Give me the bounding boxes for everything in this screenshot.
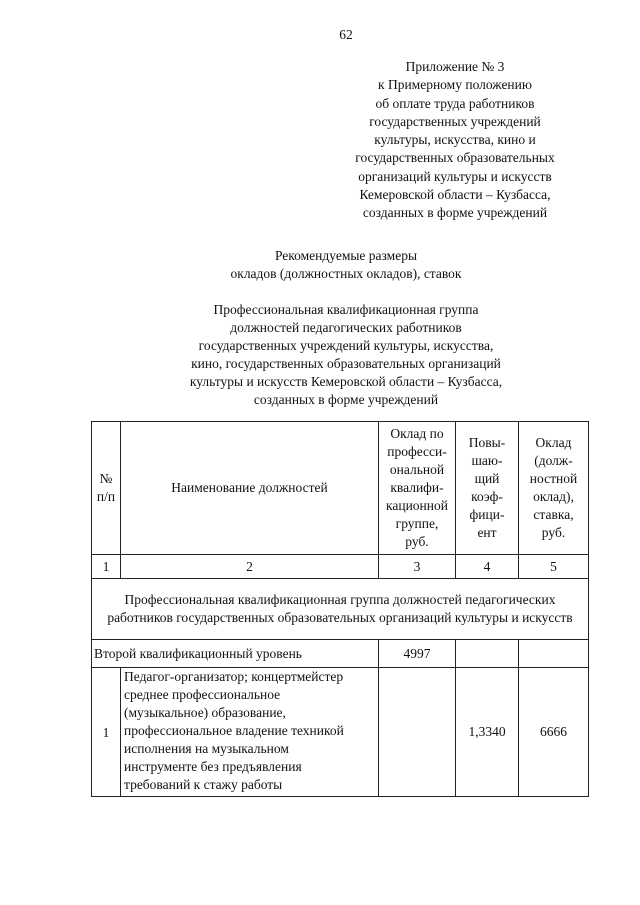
- column-number: 3: [379, 555, 456, 579]
- appendix-header: [338, 58, 572, 223]
- header-name: Наименование должностей: [121, 422, 379, 555]
- header-line: кационной: [386, 498, 448, 513]
- appendix-line: Приложение № 3: [405, 59, 505, 74]
- position-salary: 6666: [519, 668, 589, 797]
- header-line: ональной: [389, 462, 445, 477]
- appendix-line: к Примерному положению: [378, 77, 532, 93]
- position-name-line: исполнения на музыкальном: [124, 741, 289, 756]
- column-number: 4: [456, 555, 519, 579]
- header-num-line: №: [99, 471, 113, 486]
- table-row: [92, 668, 589, 797]
- header-line: квалифи-: [390, 480, 444, 495]
- page-number: 62: [339, 27, 353, 42]
- group-title-line: кино, государственных образовательных организаций: [191, 356, 501, 371]
- appendix-line: Кемеровской области – Кузбасса,: [359, 187, 551, 203]
- appendix-line: созданных в форме учреждений: [362, 205, 548, 221]
- header-line: Оклад: [535, 435, 572, 450]
- column-number: 1: [92, 555, 121, 579]
- position-name-line: (музыкальное) образование,: [124, 705, 286, 720]
- level-label: Второй квалификационный уровень: [92, 640, 379, 668]
- column-number: 5: [519, 555, 589, 579]
- level-base-salary: 4997: [379, 640, 456, 668]
- position-name: [121, 668, 379, 797]
- header-line: щий: [474, 471, 500, 486]
- appendix-line: об оплате труда работников: [375, 95, 535, 111]
- title-line: Рекомендуемые размеры: [274, 248, 418, 263]
- appendix-line: организаций культуры и искусств: [358, 168, 552, 184]
- group-title-line: государственных учреждений культуры, искусства,: [198, 338, 494, 353]
- header-line: Оклад по: [390, 426, 444, 441]
- group-title: [140, 301, 552, 409]
- header-coefficient: [456, 422, 519, 555]
- header-line: шаю-: [471, 453, 503, 468]
- header-salary-by-group: [379, 422, 456, 555]
- header-num-line: п/п: [96, 489, 116, 504]
- table-header-row: [92, 422, 589, 555]
- group-title-line: должностей педагогических работников: [230, 320, 462, 335]
- section-title: Профессиональная квалификационная группа должностей педагогических работников государственных образовательных организаций культуры и искусств: [92, 579, 589, 640]
- position-name-line: Педагог-организатор; концертмейстер: [124, 669, 344, 684]
- header-line: професси-: [387, 444, 447, 459]
- header-line: ностной: [529, 471, 578, 486]
- level-coefficient: [456, 640, 519, 668]
- position-num: 1: [92, 668, 121, 797]
- section-row: [92, 579, 589, 640]
- header-line: (долж-: [534, 453, 573, 468]
- appendix-line: государственных учреждений: [369, 113, 541, 129]
- column-number-row: [92, 555, 589, 579]
- position-coefficient: 1,3340: [456, 668, 519, 797]
- group-title-line: Профессиональная квалификационная группа: [213, 302, 479, 317]
- group-title-line: созданных в форме учреждений: [253, 392, 439, 407]
- appendix-line: государственных образовательных: [355, 150, 555, 166]
- position-name-line: профессиональное владение техникой: [124, 723, 344, 738]
- header-line: ставка,: [533, 507, 574, 522]
- document-title: [0, 247, 640, 283]
- header-line: ент: [477, 525, 497, 540]
- header-line: фици-: [469, 507, 505, 522]
- header-line: группе,: [395, 516, 439, 531]
- salary-table: [91, 421, 589, 797]
- header-line: коэф-: [471, 489, 503, 504]
- appendix-line: культуры, искусства, кино и: [374, 132, 536, 148]
- position-name-line: требований к стажу работы: [124, 777, 283, 792]
- header-num: [92, 422, 121, 555]
- header-line: оклад),: [533, 489, 574, 504]
- level-salary: [519, 640, 589, 668]
- title-line: окладов (должностных окладов), ставок: [230, 266, 462, 281]
- group-title-line: культуры и искусств Кемеровской области – Кузбасса,: [189, 374, 503, 389]
- header-line: Повы-: [468, 435, 506, 450]
- column-number: 2: [121, 555, 379, 579]
- position-name-line: инструменте без предъявления: [124, 759, 302, 774]
- level-row: [92, 640, 589, 668]
- position-base-salary: [379, 668, 456, 797]
- position-name-line: среднее профессиональное: [124, 687, 281, 702]
- header-line: руб.: [541, 525, 566, 540]
- header-salary: [519, 422, 589, 555]
- header-line: руб.: [405, 534, 429, 549]
